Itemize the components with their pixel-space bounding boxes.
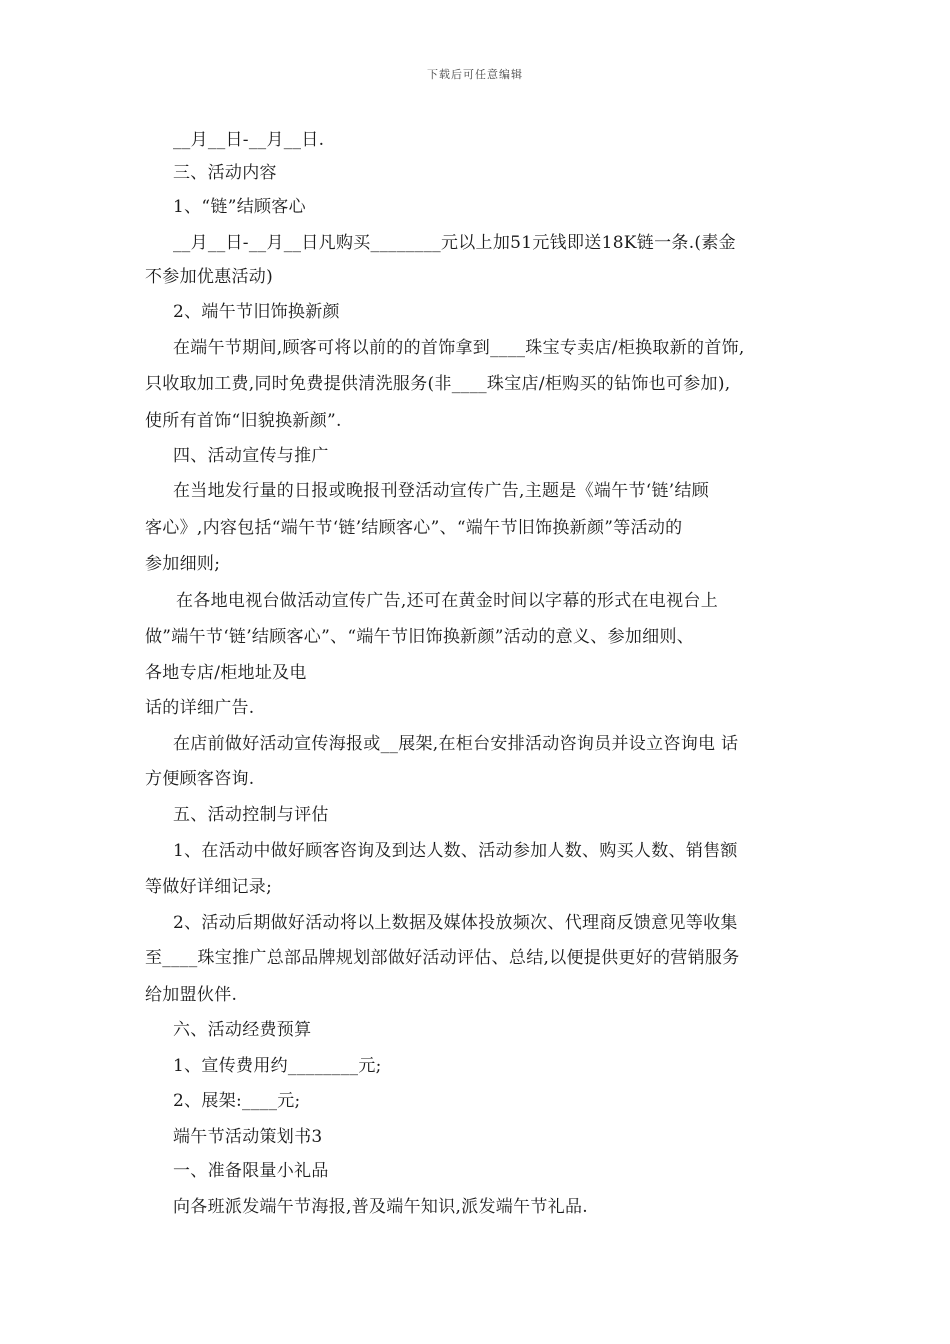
budget-line: 2、展架:____元; bbox=[173, 1091, 301, 1111]
paragraph-line: 话的详细广告. bbox=[145, 698, 255, 718]
document-subtitle: 端午节活动策划书3 bbox=[173, 1127, 323, 1147]
paragraph-line: 在各地电视台做活动宣传广告,还可在黄金时间以字幕的形式在电视台上 bbox=[176, 591, 719, 611]
paragraph-line: 只收取加工费,同时免费提供清洗服务(非____珠宝店/柜购买的钻饰也可参加), bbox=[145, 374, 731, 394]
section-heading: 三、活动内容 bbox=[173, 163, 277, 183]
paragraph-line: 使所有首饰“旧貌换新颜”. bbox=[145, 411, 342, 431]
paragraph-line: 至____珠宝推广总部品牌规划部做好活动评估、总结,以便提供更好的营销服务 bbox=[145, 948, 740, 968]
budget-line: 1、宣传费用约________元; bbox=[173, 1056, 382, 1076]
page-header-note: 下载后可任意编辑 bbox=[427, 68, 523, 81]
date-range-line: __月__日-__月__日. bbox=[173, 130, 325, 150]
paragraph-line: 2、活动后期做好活动将以上数据及媒体投放频次、代理商反馈意见等收集 bbox=[173, 913, 738, 933]
paragraph-line: 等做好详细记录; bbox=[145, 877, 273, 897]
paragraph-line: 方便顾客咨询. bbox=[145, 769, 255, 789]
subsection-heading: 1、“链”结顾客心 bbox=[173, 197, 306, 217]
paragraph-line: 不参加优惠活动) bbox=[145, 267, 274, 287]
paragraph-line: 向各班派发端午节海报,普及端午知识,派发端午节礼品. bbox=[173, 1197, 589, 1217]
paragraph-line: 1、在活动中做好顾客咨询及到达人数、活动参加人数、购买人数、销售额 bbox=[173, 841, 738, 861]
subsection-heading: 2、端午节旧饰换新颜 bbox=[173, 302, 340, 322]
paragraph-line: 客心》,内容包括“端午节‘链’结顾客心”、“端午节旧饰换新颜”等活动的 bbox=[145, 518, 683, 538]
paragraph-line: 参加细则; bbox=[145, 554, 221, 574]
section-heading: 五、活动控制与评估 bbox=[173, 805, 329, 825]
paragraph-line: 各地专店/柜地址及电 bbox=[145, 663, 307, 683]
section-heading: 四、活动宣传与推广 bbox=[173, 446, 329, 466]
paragraph-line: 在当地发行量的日报或晚报刊登活动宣传广告,主题是《端午节‘链’结顾 bbox=[173, 481, 710, 501]
paragraph-line: 在店前做好活动宣传海报或__展架,在柜台安排活动咨询员并设立咨询电 话 bbox=[173, 734, 739, 754]
paragraph-line: __月__日-__月__日凡购买________元以上加51元钱即送18K链一条.(素金 bbox=[173, 233, 736, 253]
paragraph-line: 给加盟伙伴. bbox=[145, 985, 238, 1005]
section-heading: 一、准备限量小礼品 bbox=[173, 1161, 329, 1181]
section-heading: 六、活动经费预算 bbox=[173, 1020, 312, 1040]
paragraph-line: 在端午节期间,顾客可将以前的的首饰拿到____珠宝专卖店/柜换取新的首饰, bbox=[173, 338, 745, 358]
paragraph-line: 做”端午节‘链’结顾客心”、“端午节旧饰换新颜”活动的意义、参加细则、 bbox=[145, 627, 695, 647]
